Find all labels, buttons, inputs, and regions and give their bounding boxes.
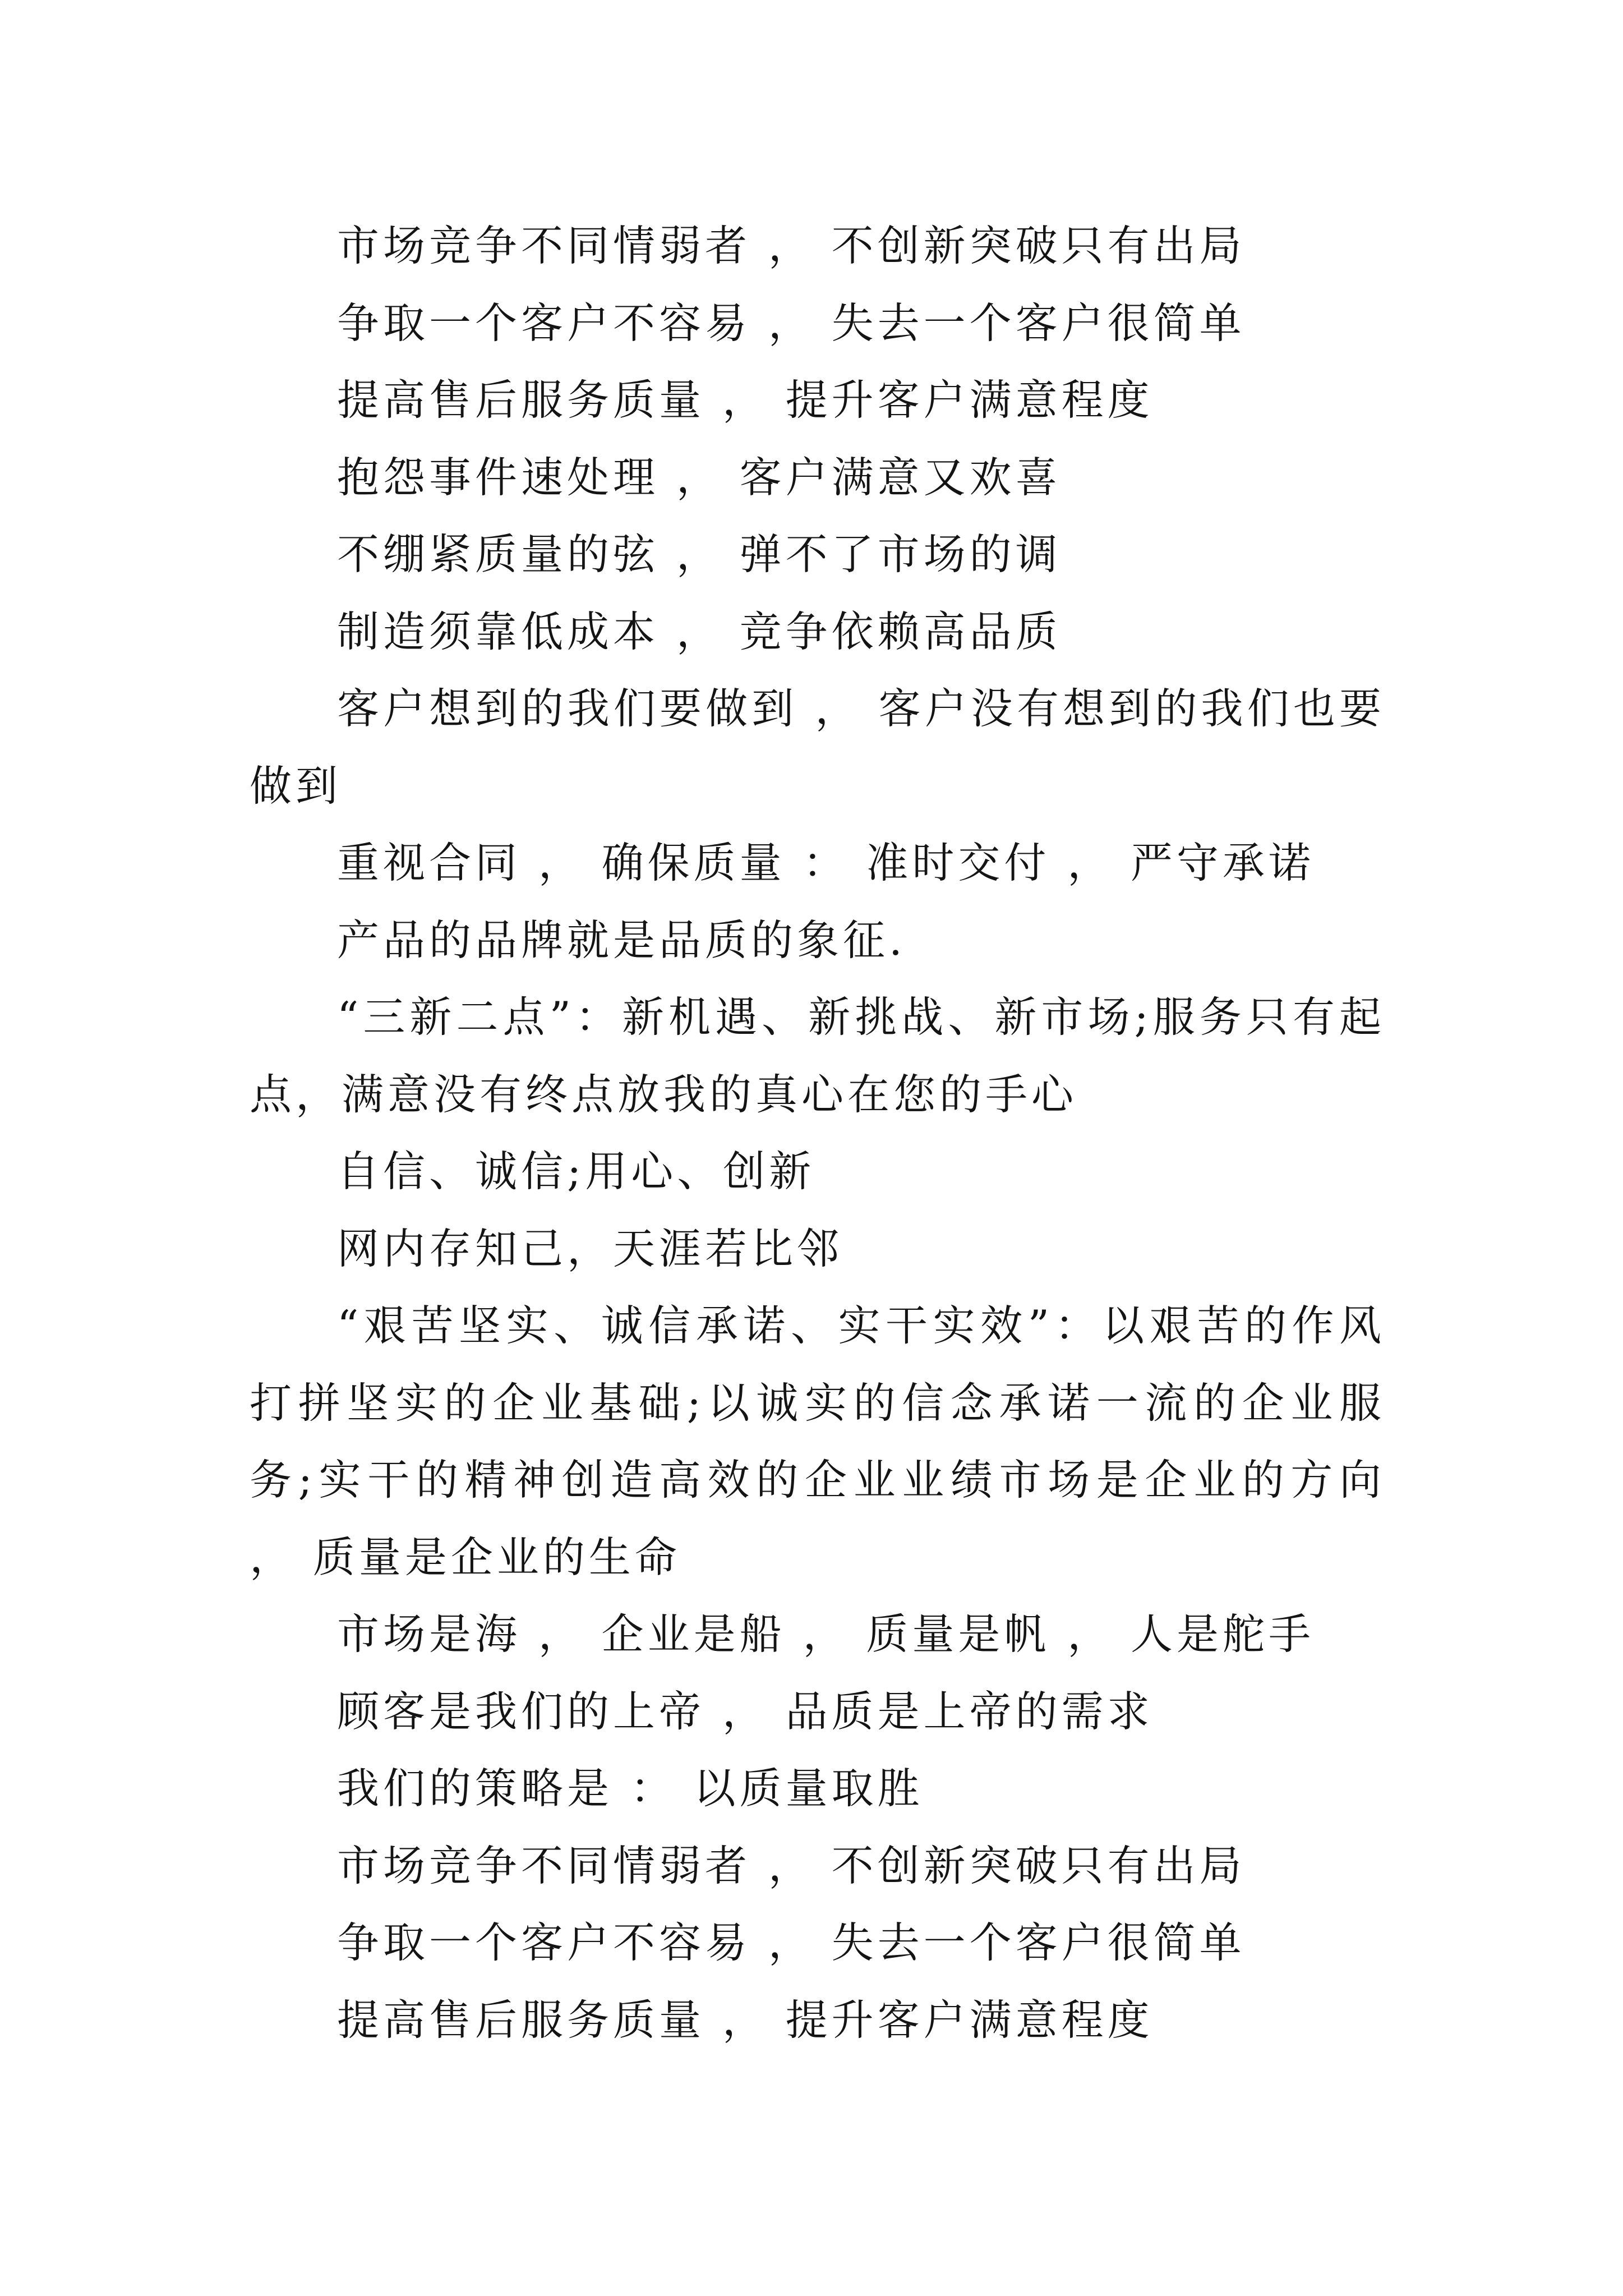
paragraph: 市场是海 ， 企业是船 ， 质量是帆 ， 人是舵手 bbox=[337, 1609, 1315, 1659]
paragraph: 争取一个客户不容易 ， 失去一个客户很简单 bbox=[337, 1918, 1246, 1967]
paragraph: 顾客是我们的上帝 ， 品质是上帝的需求 bbox=[337, 1686, 1154, 1736]
paragraph: 产品的品牌就是品质的象征. bbox=[337, 915, 906, 965]
paragraph: “艰苦坚实、诚信承诺、实干实效”：以艰苦的作风打拼坚实的企业基础;以诚实的信念承诺一流的企业服务;实干的精神创造高效的企业业绩市场是企业的方向 ， 质量是企业的生命 bbox=[250, 1301, 1385, 1582]
paragraph: “三新二点”：新机遇、新挑战、新市场;服务只有起点，满意没有终点放我的真心在您的手心 bbox=[250, 992, 1385, 1119]
document-body bbox=[250, 208, 1385, 2059]
paragraph: 制造须靠低成本 ， 竞争依赖高品质 bbox=[337, 606, 1062, 656]
paragraph: 自信、诚信;用心、创新 bbox=[337, 1147, 815, 1196]
paragraph: 不绷紧质量的弦 ， 弹不了市场的调 bbox=[337, 530, 1062, 579]
paragraph: 市场竞争不同情弱者 ， 不创新突破只有出局 bbox=[337, 1841, 1246, 1890]
paragraph: 抱怨事件速处理 ， 客户满意又欢喜 bbox=[337, 452, 1062, 502]
paragraph: 提高售后服务质量 ， 提升客户满意程度 bbox=[337, 375, 1154, 425]
paragraph: 我们的策略是 ： 以质量取胜 bbox=[337, 1764, 924, 1813]
paragraph: 重视合同 ， 确保质量 ： 准时交付 ， 严守承诺 bbox=[337, 838, 1315, 887]
paragraph: 市场竞争不同情弱者 ， 不创新突破只有出局 bbox=[337, 221, 1246, 270]
paragraph: 网内存知己，天涯若比邻 bbox=[337, 1223, 843, 1273]
paragraph: 争取一个客户不容易 ， 失去一个客户很简单 bbox=[337, 298, 1246, 348]
paragraph: 提高售后服务质量 ， 提升客户满意程度 bbox=[337, 1995, 1154, 2045]
paragraph: 客户想到的我们要做到 ， 客户没有想到的我们也要做到 bbox=[250, 684, 1385, 811]
